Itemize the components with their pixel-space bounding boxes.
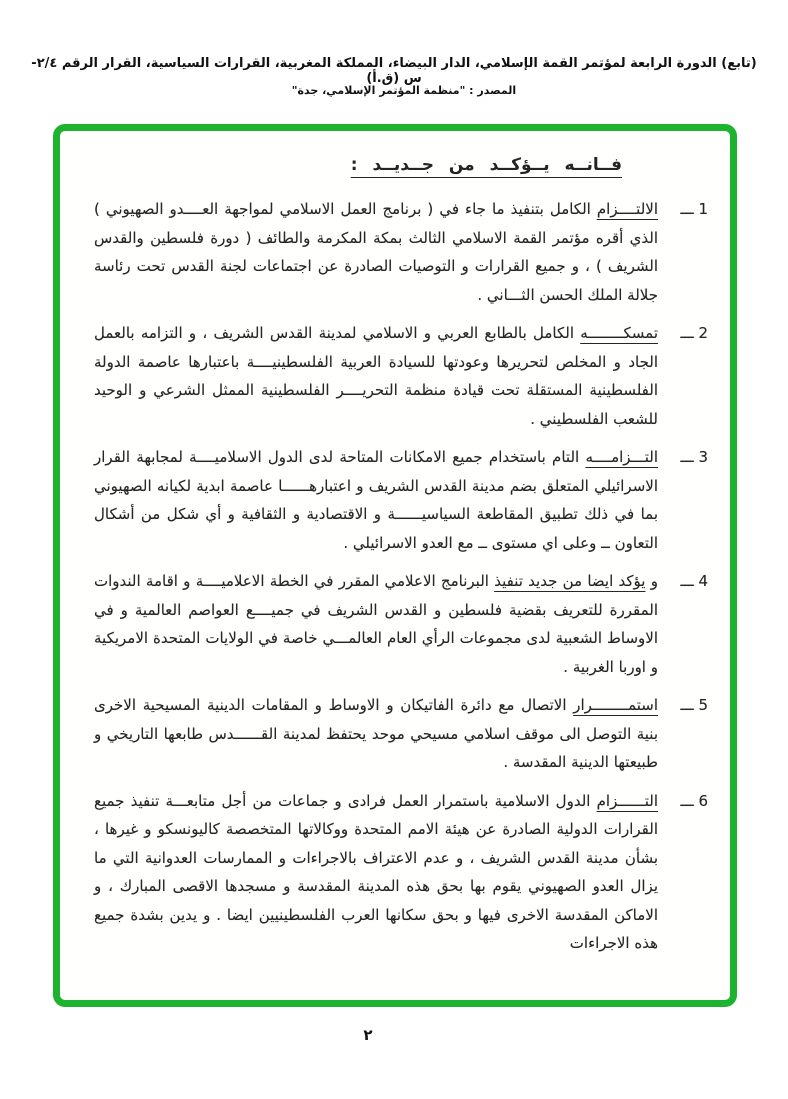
item-lead-word: تمسكــــــــه [580,324,658,342]
item-text: و يؤكد ايضا من جديد تنفيذ البرنامج الاعلامي المقرر في الخطة الاعلاميــــة و اقامة الندوات المقررة للتعريف بقضية فلسطين و القدس الشريف في جميــــع العواصم العالمية و في الاوساط الشعبية لدى مجموعات الرأي العام العالمـــي خاصة في الولايات المتحدة الامريكية و اوربا الغربية . [94,572,658,676]
resolution-item-4 [94,567,708,681]
item-text: التـــزامــــه التام باستخدام جميع الامكانات المتاحة لدى الدول الاسلاميــــة لمجابهة القرار الاسرائيلي المتعلق بضم مدينة القدس الشريف و اعتبارهــــــا عاصمة ابدية لكيانه الصهيوني بما في ذلك تطبيق المقاطعة السياسيــــــة و الاقتصادية و الثقافية و أي شكل من أشكال التعاون ــ وعلى اي مستوى ــ مع العدو الاسرائيلي . [94,448,658,552]
item-text: تمسكــــــــه الكامل بالطابع العربي و الاسلامي لمدينة القدس الشريف ، و التزامه بالعمل الجاد و المخلص لتحريرها وعودتها للسيادة العربية الفلسطينيــــة باعتبارها عاصمة الدولة الفلسطينية المستقلة تحت قيادة منظمة التحريــــر الفلسطينية الممثل الشرعي و الوحيد للشعب الفلسطيني . [94,324,658,428]
resolution-item-6 [94,787,708,958]
item-number: 5 ـــ [680,696,708,714]
item-number: 6 ـــ [680,791,708,810]
resolution-item-5 [94,691,708,777]
item-number: 2 ـــ [680,324,708,342]
item-dash: ـــ [680,200,694,218]
page-number: ٢ [363,1026,373,1044]
item-lead-word: التــــــزام [596,791,658,810]
highlight-frame [53,124,737,1007]
item-lead-word: استمــــــــرار [573,696,658,714]
item-lead-word: التـــزامــــه [585,448,658,466]
item-dash: ـــ [680,448,694,466]
document-title: فــانــه يــؤكــد من جــديــد : [350,155,622,175]
item-text: التــــــزام الدول الاسلامية باستمرار العمل فرادى و جماعات من أجل متابعـــة تنفيذ جميع القرارات الدولية الصادرة عن هيئة الامم المتحدة ووكالاتها المتخصصة كاليونسكو و غيرها ، بشأن مدينة القدس الشريف ، و عدم الاعتراف بالاجراءات و الممارسات العدوانية التي ما يزال العدو الصهيوني يقوم بها بحق هذه المدينة المقدسة و مسجدها الاقصى المبارك ، و الاماكن المقدسة الاخرى فيها و بحق سكانها العرب الفلسطينيين ايضا . و يدين بشدة جميع هذه الاجراءات [94,791,658,952]
item-dash: ـــ [680,791,694,810]
item-number: 3 ـــ [680,448,708,466]
item-lead-word: الالتــــزام [596,200,658,218]
item-text: الالتــــزام الكامل بتنفيذ ما جاء في ( برنامج العمل الاسلامي لمواجهة العــــدو الصهيوني ) الذي أقره مؤتمر القمة الاسلامي الثالث بمكة المكرمة والطائف ( دورة فلسطين والقدس الشريف ) ، و جميع القرارات و التوصيات الصادرة عن اجتماعات لجنة القدس تحت رئاسة جلالة الملك الحسن الثـــاني . [94,200,658,304]
item-dash: ـــ [680,572,694,590]
item-dash: ـــ [680,696,694,714]
resolution-item-2 [94,319,708,433]
item-number: 4 ـــ [680,572,708,590]
document-header-line: (تابع) الدورة الرابعة لمؤتمر القمة الإسلامي، الدار البيضاء، المملكة المغربية، القرارات السياسية، القرار الرقم ٢/٤-س (ق.أ) [31,56,757,86]
item-number: 1 ـــ [680,200,708,218]
document-body [60,131,730,1000]
resolution-item-3 [94,443,708,557]
item-text: استمــــــــرار الاتصال مع دائرة الفاتيكان و الاوساط و المقامات الدينية المسيحية الاخرى بنية التوصل الى موقف اسلامي مسيحي موحد يحتفظ لمدينة القــــــدس طابعها التاريخي و طبيعتها الدينية المقدسة . [94,696,658,771]
resolution-item-1 [94,195,708,309]
item-lead-word: يؤكد ايضا من جديد تنفيذ [494,572,646,590]
document-source-line: المصدر : "منظمة المؤتمر الإسلامي، جدة" [291,84,517,97]
item-dash: ـــ [680,324,694,342]
